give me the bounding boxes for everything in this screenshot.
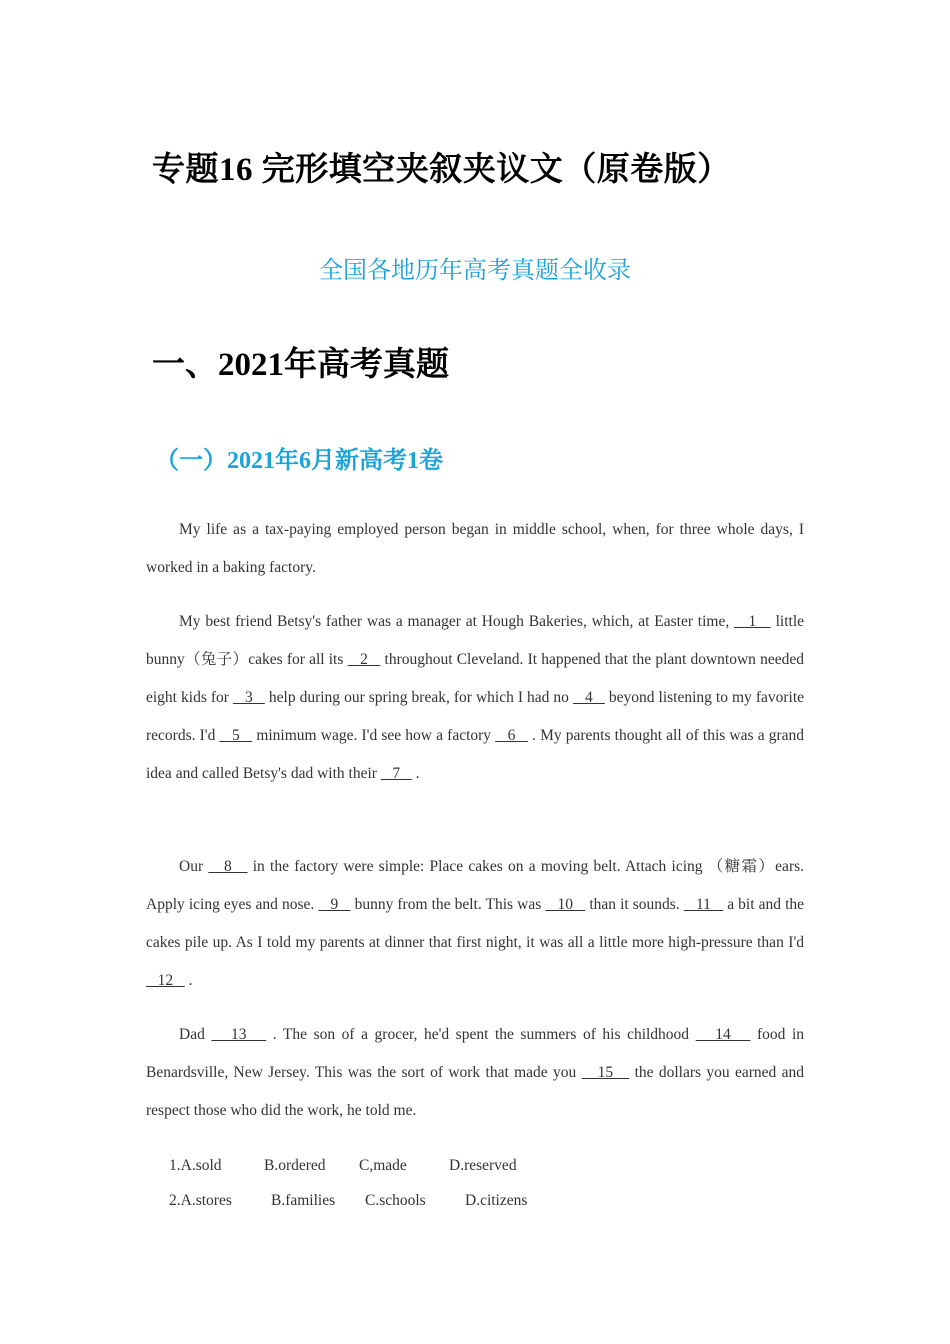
blank-12: 12 — [146, 972, 185, 989]
blank-10: 10 — [545, 896, 586, 913]
option-2a: 2.A.stores — [169, 1192, 232, 1209]
option-1c: C,made — [359, 1157, 407, 1174]
subsection-heading: （一）2021年6月新高考1卷 — [155, 448, 443, 474]
option-1d: D.reserved — [449, 1157, 517, 1174]
blank-9: 9 — [318, 896, 351, 913]
option-row-2 — [169, 1183, 527, 1218]
blank-13: 13 — [211, 1026, 267, 1043]
paragraph-4: Dad 13 . The son of a grocer, he'd spent the summers of his childhood 14 food in Benardsville, New Jersey. This was the sort of work that made you 15 the dollars you earned and respect those who did the work, he told me. — [146, 1026, 805, 1119]
answer-options — [169, 1148, 527, 1218]
option-2b: B.families — [271, 1192, 336, 1209]
blank-11: 11 — [683, 896, 724, 913]
blank-2: 2 — [347, 651, 381, 668]
option-1b: B.ordered — [264, 1157, 326, 1174]
option-2c: C.schools — [365, 1192, 426, 1209]
document-subtitle: 全国各地历年高考真题全收录 — [319, 258, 631, 284]
document-title: 专题16 完形填空夹叙夹议文（原卷版） — [152, 152, 731, 188]
option-1a: 1.A.sold — [169, 1157, 222, 1174]
blank-5: 5 — [219, 727, 253, 744]
blank-7: 7 — [380, 765, 412, 782]
blank-3: 3 — [232, 689, 265, 706]
blank-15: 15 — [581, 1064, 630, 1081]
paragraph-2: My best friend Betsy's father was a manager at Hough Bakeries, which, at Easter time, 1 little bunny（兔子）cakes for all its 2 throughout Cleveland. It happened that the plant downtown needed eight kids for 3 help during our spring break, for which I had no 4 beyond listening to my favorite records. I'd 5 minimum wage. I'd see how a factory 6 . My parents thought all of this was a grand idea and called Betsy's dad with their 7 . — [146, 613, 805, 782]
blank-8: 8 — [208, 858, 248, 875]
option-row-1 — [169, 1148, 527, 1183]
blank-4: 4 — [572, 689, 605, 706]
option-2d: D.citizens — [465, 1192, 528, 1209]
paragraph-1: My life as a tax-paying employed person began in middle school, when, for three whole days, I worked in a baking factory. — [146, 521, 804, 576]
paragraph-3: Our 8 in the factory were simple: Place cakes on a moving belt. Attach icing （糖霜）ears. Apply icing eyes and nose. 9 bunny from the belt. This was 10 than it sounds. 11 a bit and the cakes pile up. As I told my parents at dinner that first night, it was all a little more high-pressure than I'd 12 . — [146, 858, 805, 989]
blank-1: 1 — [734, 613, 771, 630]
blank-6: 6 — [495, 727, 528, 744]
section-heading: 一、2021年高考真题 — [152, 347, 449, 383]
blank-14: 14 — [695, 1026, 751, 1043]
